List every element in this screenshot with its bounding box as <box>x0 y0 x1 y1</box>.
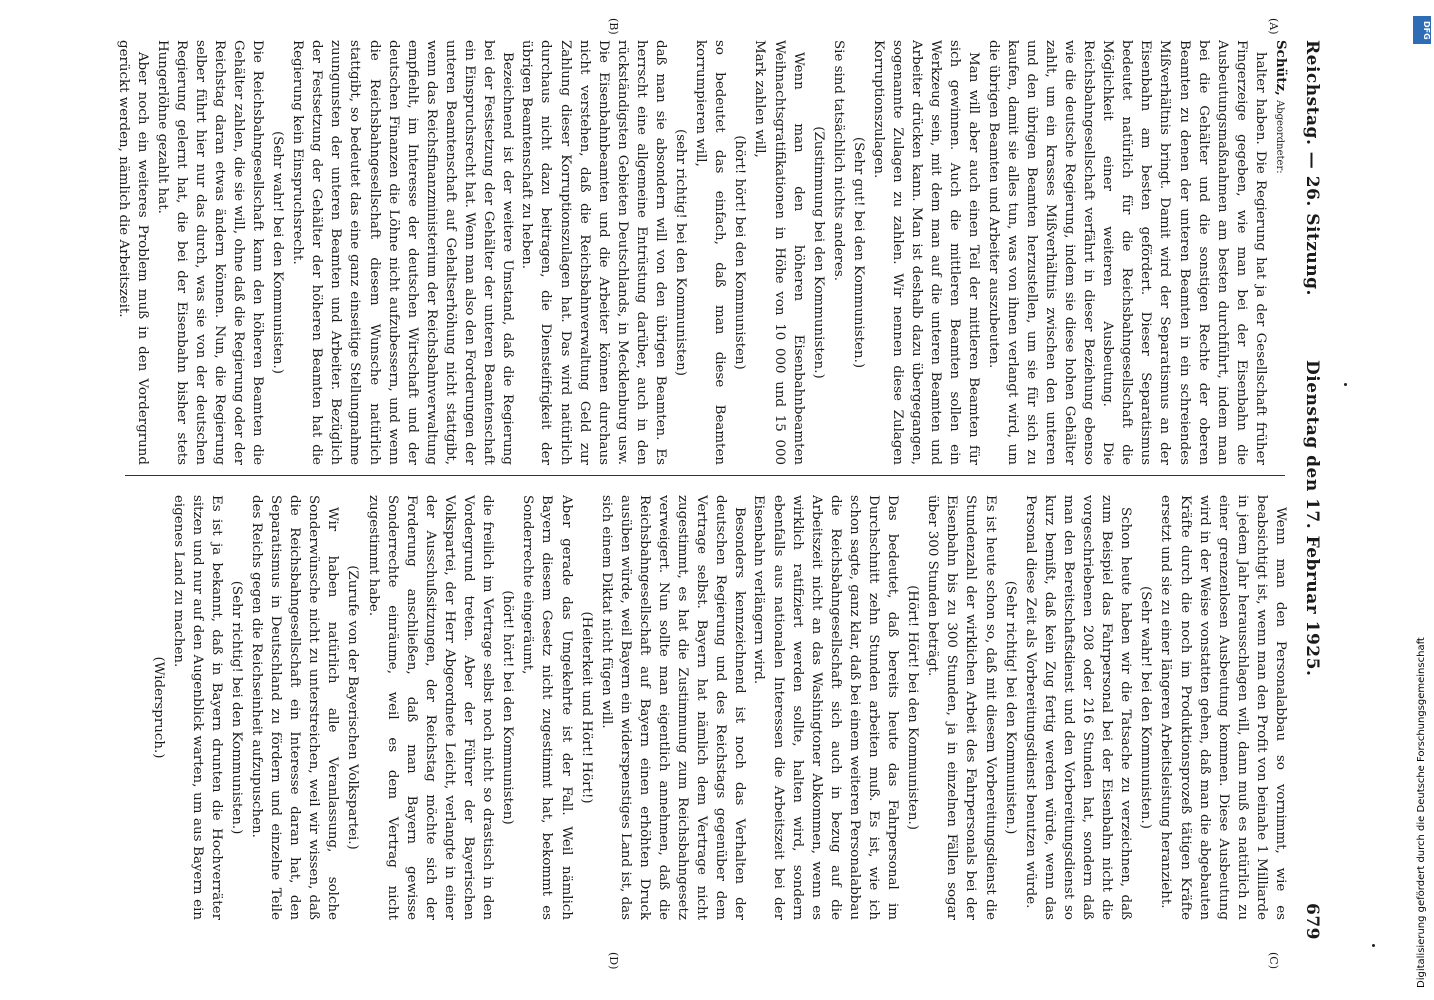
interjection: (Zurufe von der Bayerischen Volkspartei.) <box>345 565 361 850</box>
margin-marker-c: (C) <box>1267 952 1280 969</box>
paragraph: Sie sind tatsächlich nichts anderes. <box>830 40 846 282</box>
interjection: (Sehr richtig! bei den Kommunisten.) <box>228 580 244 835</box>
margin-marker-b: (B) <box>607 18 620 35</box>
page-content <box>90 0 1340 1000</box>
left-column <box>110 40 1290 465</box>
header-date: Dienstag den 17. Februar 1925. <box>1302 360 1322 677</box>
interjection: (Sehr wahr! bei den Kommunisten.) <box>1138 585 1154 830</box>
paragraph: Besonders kennzeichnend ist noch das Verhalten der deutschen Regierung und des Reichstags gegenüber dem Vertrage selbst. Bayern hat nämlich dem Vertrage nicht zugestimmt, es hat die Zustimmung zum Reichsbahngesetz verweigert. Nun sollte man eigentlich annehmen, daß die Reichsbahngesellschaft auf Bayern einen erhöhten Druck ausüben würde, weil Bayern ein widerspenstiges Land ist, das sich einem Diktat nicht fügen will. <box>598 495 748 920</box>
paragraph: die freilich im Vertrage selbst noch nicht so drastisch in den Vordergrund treten. Aber der Führer der Bayerischen Volkspartei, der Herr Abgeordnete Leicht, verlangte in einer der Ausschußsitzungen, der Reichstag möchte sich der Forderung anschließen, daß man Bayern gewisse Sonderrechte einräume, weil es dem Vertrag nicht zugestimmt habe. <box>365 495 496 920</box>
paragraph: Man will aber auch einen Teil der mittleren Beamten für sich gewinnen. Auch die mittleren Beamten sollen ein Werkzeug sein, mit dem man auf die unteren Beamten und Arbeiter drücken kann. Man ist deshalb dazu übergegangen, sogenannte Zulagen zu zahlen. Wir nennen diese Zulagen Korruptionszulagen. <box>871 40 982 465</box>
scan-speck <box>1344 383 1347 386</box>
interjection: (Zustimmung bei den Kommunisten.) <box>810 126 826 379</box>
interjection: (Hört! Hört! bei den Kommunisten.) <box>905 585 921 830</box>
page-number: 679 <box>1302 903 1322 940</box>
interjection: (Sehr wahr! bei den Kommunisten.) <box>270 130 286 375</box>
right-column <box>110 495 1290 920</box>
interjection: (Sehr richtig! bei den Kommunisten.) <box>1002 580 1018 835</box>
paragraph: Wenn man den Personalabbau so vornimmt, wie es beabsichtigt ist, wenn man den Profit von beinahe 1 Milliarde in jedem Jahr herausschlagen will, dann muß es natürlich zu einer grenzenlosen Ausbeutung kommen. Diese Ausbeutung wird in der Weise vonstatten gehen, daß man die abgebauten Kräfte durch die noch im Produktionsprozeß tätigen Kräfte ersetzt und sie zu einer längeren Arbeitsleistung heranzieht. <box>1158 495 1288 920</box>
scan-speck <box>1372 944 1375 947</box>
margin-marker-a: (A) <box>1267 18 1280 35</box>
dfg-sidebar <box>1411 8 1434 988</box>
paragraph: so bedeutet das einfach, daß man diese Beamten korrumpieren will, <box>693 40 728 465</box>
speaker-name: Schütz, <box>1273 40 1289 96</box>
paragraph: Die Reichsbahngesellschaft kann den höheren Beamten die Gehälter zahlen, die sie will, ohne daß die Regierung oder der Reichstag daran etwas ändern können. Nun, die Regierung selber führt hier nur das durch, was sie von der deutschen Regierung gelernt hat, die bei der Eisenbahn bisher stets Hungerlöhne gezahlt hat. <box>154 40 266 465</box>
paragraph: Es ist ja bekannt, daß in Bayern drunten die Hochverräter sitzen und nur auf den Augenblick warten, um aus Bayern ein eigenes Land zu machen. <box>170 495 224 920</box>
paragraph: halter haben. Die Regierung hat ja der Gesellschaft früher Fingerzeige gegeben, wie man bei der Eisenbahn die Ausbeutungsmaßnahmen am besten durchführt, indem man bei die Gehälter und die sonstigen Rechte der oberen Beamten zu denen der unteren Beamten in ein schreiendes Mißverhältnis bringt. Damit wird der Separatismus an der Eisenbahn am besten gefördert. Dieser Separatismus bedeutet natürlich für die Reichsbahngesellschaft die Möglichkeit einer weiteren Ausbeutung. Die Reichsbahngesellschaft verfährt in dieser Beziehung ebenso wie die deutsche Regierung, indem sie diese hohen Gehälter zahlt, um ein krasses Mißverhältnis zwischen den unteren und den übrigen Beamten herzustellen, um sie für sich zu kaufen, damit sie alles tun, was von ihnen verlangt wird, um die übrigen Beamten und Arbeiter auszubeuten. <box>985 40 1268 465</box>
paragraph: Bezeichnend ist der weitere Umstand, daß die Regierung bei der Festsetzung der Gehälter der unteren Beamtenschaft ein Einspruchsrecht hat. Wenn man also den Forderungen der unteren Beamtenschaft auf Gehaltserhöhung nicht stattgibt, wenn das Reichsfinanzministerium der Reichsbahnverwaltung empfiehlt, im Interesse der deutschen Wirtschaft und der deutschen Finanzen die Löhne nicht aufzubessern, und wenn die Reichsbahngesellschaft diesem Wunsche natürlich stattgibt, so bedeutet das eine ganz einseitige Stellungnahme zuungunsten der unteren Beamten und Arbeiter. Bezüglich der Festsetzung der Gehälter der höheren Beamten hat die Regierung kein Einspruchsrecht. <box>290 40 516 465</box>
paragraph: Schon heute haben wir die Tatsache zu verzeichnen, daß zum Beispiel das Fahrpersonal bei der Eisenbahn nicht die vorgeschriebenen 208 oder 216 Stunden hat, sondern daß man den Bereitschaftsdienst und den Vorbereitungsdienst so kurz bemißt, daß kein Zug fertig werden würde, wenn das Personal diese Zeit als Vorbereitungsdienst benutzen würde. <box>1022 495 1134 920</box>
interjection: (Sehr gut! bei den Kommunisten.) <box>850 136 866 369</box>
interjection: (Heiterkeit und Hört! Hört!) <box>578 611 594 804</box>
running-header <box>1288 40 1328 940</box>
paragraph: Es ist heute schon so, daß mit diesem Vorbereitungsdienst die Stundenzahl der wirklichen Arbeit des Fahrpersonals bei der Eisenbahn bis zu 300 Stunden, ja in einzelnen Fällen sogar über 300 Stunden beträgt. <box>925 495 998 920</box>
speaker-role: Abgeordneter: <box>1274 100 1285 174</box>
dfg-logo: DFG <box>1413 16 1431 44</box>
paragraph: Wir haben natürlich alle Veranlassung, solche Sonderwünsche nicht zu unterstreichen, weil wir wissen, daß die Reichsbahngesellschaft ein Interesse daran hat, den Separatismus in Deutschland zu fördern und einzelne Teile des Reichs gegen die Reichseinheit aufzupuschen. <box>249 495 341 920</box>
paragraph: Aber gerade das Umgekehrte ist der Fall. Weil nämlich Bayern diesem Gesetz nicht zugestimmt hat, bekommt es Sonderrechte eingeräumt, <box>520 495 574 920</box>
interjection: (sehr richtig! bei den Kommunisten) <box>673 128 689 377</box>
paragraph: Das bedeutet, daß bereits heute das Fahrpersonal im Durchschnitt zehn Stunden arbeiten muß. Es ist, wie ich schon sagte, ganz klar, daß bei einem weiteren Personalabbau die Reichsbahngesellschaft sich auch in bezug auf die Arbeitszeit nicht an das Washingtoner Abkommen, wenn es wirklich ratifiziert werden sollte, halten wird, sondern ebenfalls aus nationalen Interessen die Arbeitszeit bei der Eisenbahn verlängern wird. <box>751 495 901 920</box>
paragraph: Wenn man den höheren Eisenbahnbeamten Weihnachtsgratifikationen in Höhe von 10 000 und 15 000 Mark zahlen will, <box>752 40 806 465</box>
column-divider <box>125 475 1285 476</box>
interjection: (Widerspruch.) <box>150 656 166 759</box>
dfg-credit-text: Digitalisierung gefördert durch die Deutsche Forschungsgemeinschaft <box>1416 637 1427 988</box>
rotated-page <box>90 0 1340 1000</box>
interjection: (hört! hört! bei den Kommunisten) <box>500 590 516 825</box>
header-left: Reichstag. — 26. Sitzung. <box>1302 40 1322 296</box>
paragraph: daß man sie absondern will von den übrigen Beamten. Es herrscht eine allgemeine Entrüstung darüber, auch in den rückständigsten Gebieten Deutschlands, in Mecklenburg usw. Die Eisenbahnbeamten und die Arbeiter können durchaus nicht verstehen, daß die Reichsbahnverwaltung Geld zur Zahlung dieser Korruptionszulagen hat. Das wird natürlich durchaus nicht dazu beitragen, die Diensteifrigkeit der übrigen Beamtenschaft zu heben. <box>519 40 668 465</box>
paragraph: Aber noch ein weiteres Problem muß in den Vordergrund gerückt werden, nämlich die Arbeitszeit. <box>116 40 151 465</box>
interjection: (hört! hört! bei den Kommunisten) <box>732 135 748 370</box>
speaker-line <box>1270 40 1290 465</box>
margin-marker-d: (D) <box>607 952 620 970</box>
